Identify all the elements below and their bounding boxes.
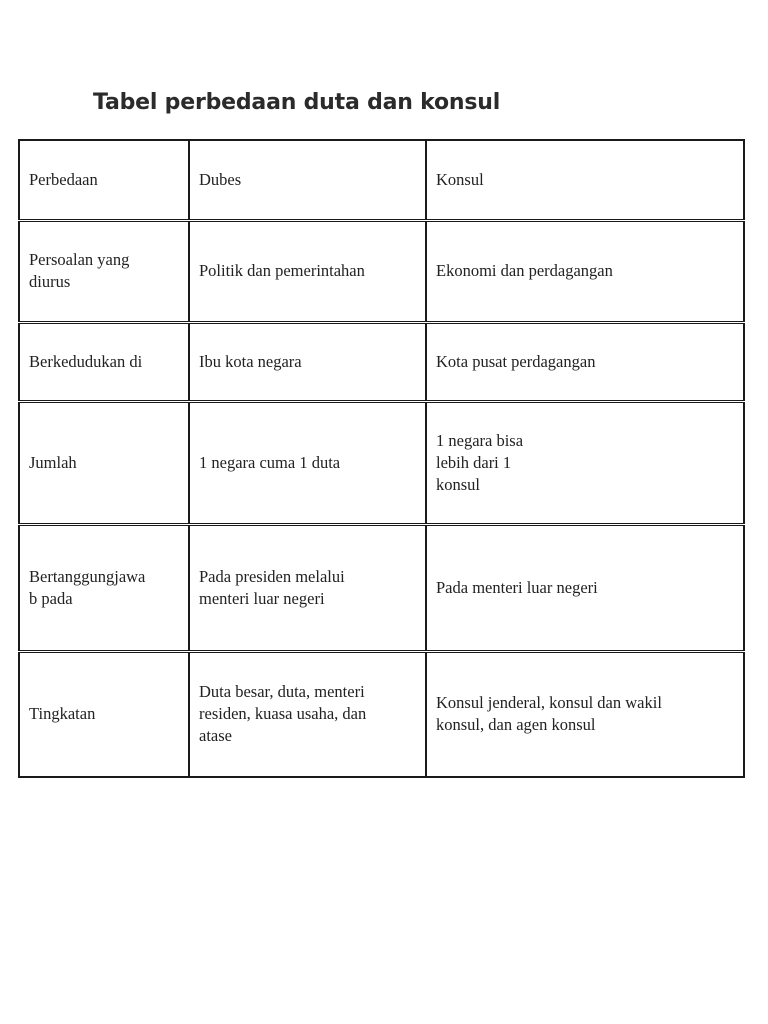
comparison-table bbox=[18, 139, 745, 778]
cell-text: Ibu kota negara bbox=[199, 351, 302, 371]
cell-text: Politik dan pemerintahan bbox=[199, 261, 365, 280]
dubes-cell bbox=[189, 401, 426, 524]
page-title: Tabel perbedaan duta dan konsul bbox=[93, 90, 501, 115]
table-row bbox=[19, 524, 744, 651]
dubes-cell bbox=[189, 524, 426, 651]
cell-text: 1 negara cuma 1 duta bbox=[199, 452, 341, 472]
cell-text: 1 negara bisa bbox=[436, 430, 524, 450]
cell-text: Bertanggungjawa bbox=[29, 566, 146, 586]
cell-text: Duta besar, duta, menteri bbox=[199, 682, 365, 702]
table-row bbox=[19, 651, 744, 777]
header-cell-aspect bbox=[19, 140, 189, 220]
cell-text: Kota pusat perdagangan bbox=[436, 351, 596, 371]
cell-text: konsul, dan agen konsul bbox=[436, 715, 596, 735]
cell-text: lebih dari 1 bbox=[436, 452, 512, 472]
row-label-cell bbox=[19, 220, 189, 322]
konsul-cell bbox=[426, 220, 744, 322]
cell-text: atase bbox=[199, 726, 232, 746]
cell-text: b pada bbox=[29, 588, 73, 608]
cell-text: residen, kuasa usaha, dan bbox=[199, 704, 367, 724]
cell-text: Ekonomi dan perdagangan bbox=[436, 261, 613, 280]
cell-text: Konsul jenderal, konsul dan wakil bbox=[436, 693, 662, 713]
dubes-cell bbox=[189, 651, 426, 777]
header-cell-konsul bbox=[426, 140, 744, 220]
cell-text: Dubes bbox=[199, 169, 242, 189]
konsul-cell bbox=[426, 651, 744, 777]
row-label-cell bbox=[19, 401, 189, 524]
header-cell-dubes bbox=[189, 140, 426, 220]
cell-text: diurus bbox=[29, 272, 71, 291]
cell-text: Berkedudukan di bbox=[29, 351, 143, 371]
cell-text: Jumlah bbox=[29, 452, 77, 472]
cell-text: Pada presiden melalui bbox=[199, 566, 345, 586]
cell-text: Konsul bbox=[436, 169, 484, 189]
konsul-cell bbox=[426, 524, 744, 651]
table-header-row bbox=[19, 140, 744, 220]
table-row bbox=[19, 401, 744, 524]
cell-text: konsul bbox=[436, 474, 481, 494]
table-row bbox=[19, 322, 744, 401]
cell-text: Pada menteri luar negeri bbox=[436, 577, 598, 597]
dubes-cell bbox=[189, 322, 426, 401]
konsul-cell bbox=[426, 401, 744, 524]
cell-text: Persoalan yang bbox=[29, 250, 130, 269]
table-row bbox=[19, 220, 744, 322]
row-label-cell bbox=[19, 651, 189, 777]
row-label-cell bbox=[19, 524, 189, 651]
cell-text: menteri luar negeri bbox=[199, 588, 325, 608]
dubes-cell bbox=[189, 220, 426, 322]
cell-text: Perbedaan bbox=[29, 169, 98, 189]
row-label-cell bbox=[19, 322, 189, 401]
cell-text: Tingkatan bbox=[29, 704, 96, 724]
konsul-cell bbox=[426, 322, 744, 401]
